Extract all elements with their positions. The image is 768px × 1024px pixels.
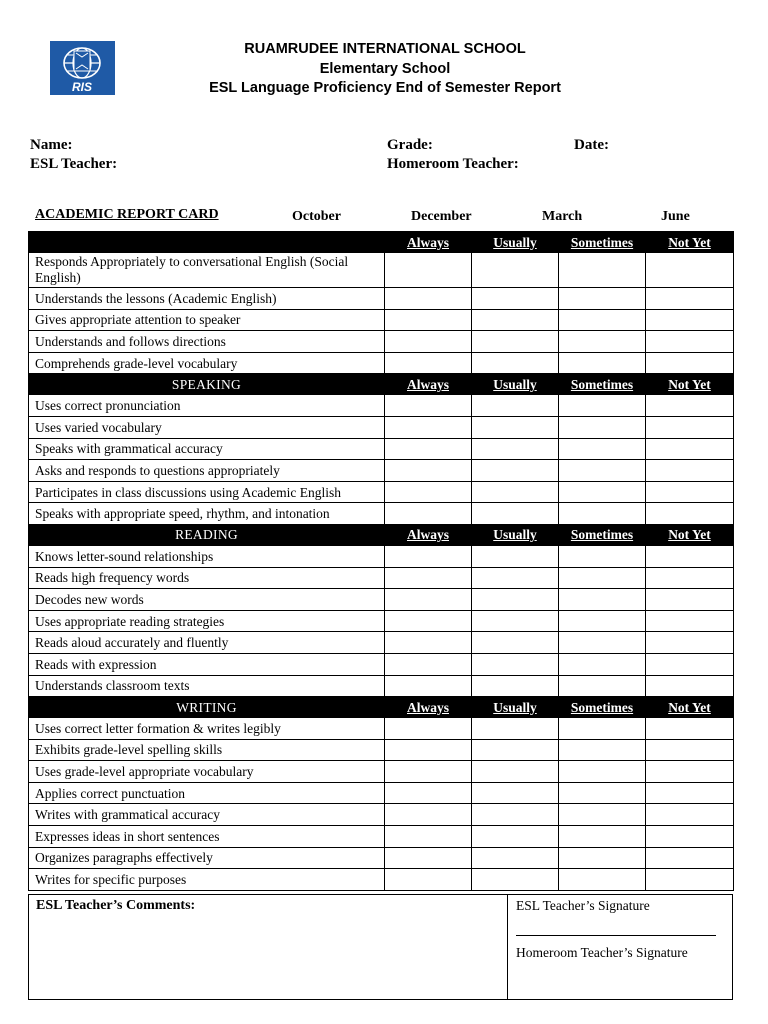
rating-cell[interactable] [559,503,646,525]
rating-cell[interactable] [559,653,646,675]
comments-signature-box [28,894,733,1000]
skill-row [29,675,734,697]
rating-cell[interactable] [385,826,472,848]
school-logo [50,41,115,95]
rating-cell[interactable] [472,416,559,438]
rating-cell[interactable] [472,253,559,288]
skill-label: Understands and follows directions [29,331,385,353]
rating-cell[interactable] [559,460,646,482]
proficiency-table [28,231,734,891]
rating-cell[interactable] [385,309,472,331]
rating-header: Not Yet [646,524,734,545]
skill-row [29,460,734,482]
rating-cell[interactable] [385,804,472,826]
rating-header: Always [385,524,472,545]
comments-area[interactable] [29,895,508,999]
rating-cell[interactable] [472,288,559,310]
rating-cell[interactable] [646,309,734,331]
skill-row [29,761,734,783]
rating-header: Usually [472,524,559,545]
rating-cell[interactable] [385,739,472,761]
rating-cell[interactable] [646,632,734,654]
rating-cell[interactable] [385,503,472,525]
skill-label: Reads with expression [29,653,385,675]
rating-header: Sometimes [559,524,646,545]
rating-cell[interactable] [559,589,646,611]
skill-label: Uses appropriate reading strategies [29,610,385,632]
skill-label: Applies correct punctuation [29,782,385,804]
rating-cell[interactable] [472,869,559,891]
rating-cell[interactable] [559,352,646,374]
rating-cell[interactable] [472,847,559,869]
skill-row [29,739,734,761]
rating-cell[interactable] [472,675,559,697]
month-june: June [661,209,690,224]
rating-cell[interactable] [559,416,646,438]
rating-cell[interactable] [646,545,734,567]
rating-cell[interactable] [559,253,646,288]
section-title: SPEAKING [29,374,385,395]
section-title: WRITING [29,697,385,718]
skill-row [29,718,734,740]
rating-cell[interactable] [472,481,559,503]
rating-cell[interactable] [646,782,734,804]
division-name: Elementary School [319,60,451,77]
skill-label: Comprehends grade-level vocabulary [29,352,385,374]
date-label: Date: [574,137,609,153]
rating-cell[interactable] [472,331,559,353]
rating-cell[interactable] [646,395,734,417]
comments-label: ESL Teacher’s Comments: [36,898,196,913]
rating-header: Not Yet [646,374,734,395]
rating-cell[interactable] [385,610,472,632]
rating-cell[interactable] [646,503,734,525]
skill-label: Gives appropriate attention to speaker [29,309,385,331]
rating-cell[interactable] [472,739,559,761]
rating-cell[interactable] [385,761,472,783]
month-march: March [542,209,583,224]
rating-header: Not Yet [646,697,734,718]
school-logo-icon [50,41,115,95]
skill-label: Decodes new words [29,589,385,611]
rating-cell[interactable] [385,481,472,503]
rating-cell[interactable] [385,253,472,288]
rating-cell[interactable] [646,352,734,374]
signature-line [516,935,716,936]
skill-row [29,352,734,374]
skill-row [29,438,734,460]
rating-cell[interactable] [559,331,646,353]
rating-cell[interactable] [472,438,559,460]
esl-teacher-label: ESL Teacher: [30,156,118,172]
rating-cell[interactable] [472,826,559,848]
skill-label: Exhibits grade-level spelling skills [29,739,385,761]
rating-cell[interactable] [472,352,559,374]
rating-cell[interactable] [646,253,734,288]
skill-label: Participates in class discussions using Academic English [29,481,385,503]
rating-cell[interactable] [559,718,646,740]
report-title: ESL Language Proficiency End of Semester Report [209,80,561,96]
rating-cell[interactable] [472,589,559,611]
section-header-row [29,232,734,253]
rating-cell[interactable] [559,804,646,826]
rating-cell[interactable] [385,567,472,589]
rating-cell[interactable] [646,675,734,697]
rating-cell[interactable] [646,288,734,310]
section-title: READING [29,524,385,545]
skill-row [29,869,734,891]
skill-row [29,610,734,632]
rating-cell[interactable] [559,610,646,632]
rating-cell[interactable] [646,416,734,438]
rating-cell[interactable] [646,804,734,826]
rating-cell[interactable] [559,309,646,331]
rating-cell[interactable] [472,503,559,525]
rating-cell[interactable] [559,545,646,567]
rating-cell[interactable] [472,804,559,826]
rating-header: Usually [472,697,559,718]
skill-row [29,309,734,331]
rating-cell[interactable] [385,589,472,611]
skill-row [29,416,734,438]
skill-label: Asks and responds to questions appropriately [29,460,385,482]
skill-label: Uses varied vocabulary [29,416,385,438]
rating-cell[interactable] [646,438,734,460]
skill-label: Writes with grammatical accuracy [29,804,385,826]
svg-text:RIS: RIS [71,80,93,94]
rating-cell[interactable] [385,782,472,804]
rating-cell[interactable] [646,718,734,740]
skill-label: Knows letter-sound relationships [29,545,385,567]
skill-row [29,632,734,654]
skill-row [29,782,734,804]
rating-header: Sometimes [559,232,646,253]
rating-cell[interactable] [385,395,472,417]
rating-cell[interactable] [385,847,472,869]
rating-cell[interactable] [646,460,734,482]
skill-row [29,567,734,589]
skill-row [29,481,734,503]
rating-cell[interactable] [646,589,734,611]
rating-cell[interactable] [385,331,472,353]
rating-cell[interactable] [559,847,646,869]
rating-cell[interactable] [472,653,559,675]
rating-cell[interactable] [559,761,646,783]
rating-cell[interactable] [385,545,472,567]
skill-label: Responds Appropriately to conversational English (Social English) [29,253,385,288]
skill-label: Organizes paragraphs effectively [29,847,385,869]
rating-cell[interactable] [472,761,559,783]
skill-row [29,826,734,848]
section-header-row [29,697,734,718]
section-title [29,232,385,253]
rating-header: Sometimes [559,374,646,395]
skill-label: Understands classroom texts [29,675,385,697]
rating-cell[interactable] [646,481,734,503]
rating-cell[interactable] [559,567,646,589]
rating-cell[interactable] [472,567,559,589]
homeroom-teacher-label: Homeroom Teacher: [387,156,519,172]
rating-cell[interactable] [559,438,646,460]
rating-cell[interactable] [385,718,472,740]
skill-row [29,331,734,353]
rating-cell[interactable] [559,782,646,804]
rating-cell[interactable] [472,309,559,331]
homeroom-signature-label: Homeroom Teacher’s Signature [516,945,688,960]
skill-row [29,288,734,310]
rating-cell[interactable] [559,869,646,891]
skill-row [29,653,734,675]
rating-cell[interactable] [385,460,472,482]
name-label: Name: [30,137,73,153]
rating-cell[interactable] [385,675,472,697]
skill-row [29,395,734,417]
rating-cell[interactable] [472,782,559,804]
rating-cell[interactable] [385,288,472,310]
rating-cell[interactable] [472,718,559,740]
rating-header: Usually [472,374,559,395]
rating-header: Always [385,232,472,253]
rating-cell[interactable] [472,395,559,417]
rating-cell[interactable] [472,460,559,482]
rating-header: Usually [472,232,559,253]
academic-report-card-title: ACADEMIC REPORT CARD [35,207,219,222]
section-header-row [29,374,734,395]
section-header-row [29,524,734,545]
skill-row [29,847,734,869]
rating-cell[interactable] [559,826,646,848]
rating-header: Always [385,697,472,718]
rating-cell[interactable] [646,739,734,761]
rating-header: Sometimes [559,697,646,718]
skill-label: Uses correct pronunciation [29,395,385,417]
rating-cell[interactable] [646,610,734,632]
rating-cell[interactable] [646,331,734,353]
rating-cell[interactable] [385,438,472,460]
rating-cell[interactable] [472,545,559,567]
rating-cell[interactable] [472,632,559,654]
rating-cell[interactable] [559,395,646,417]
skill-row [29,545,734,567]
rating-header: Always [385,374,472,395]
skill-row [29,253,734,288]
esl-signature-label: ESL Teacher’s Signature [516,898,650,913]
school-name: RUAMRUDEE INTERNATIONAL SCHOOL [244,41,526,57]
rating-cell[interactable] [472,610,559,632]
document-header [150,40,620,99]
rating-cell[interactable] [559,632,646,654]
month-october: October [292,209,341,224]
rating-cell[interactable] [385,416,472,438]
skill-label: Understands the lessons (Academic English) [29,288,385,310]
skill-label: Writes for specific purposes [29,869,385,891]
skill-row [29,503,734,525]
grade-label: Grade: [387,137,433,153]
rating-cell[interactable] [385,869,472,891]
month-december: December [411,209,472,224]
rating-cell[interactable] [559,675,646,697]
rating-cell[interactable] [646,761,734,783]
rating-header: Not Yet [646,232,734,253]
rating-cell[interactable] [646,826,734,848]
rating-cell[interactable] [646,567,734,589]
skill-label: Speaks with appropriate speed, rhythm, and intonation [29,503,385,525]
skill-label: Expresses ideas in short sentences [29,826,385,848]
rating-cell[interactable] [646,869,734,891]
rating-cell[interactable] [559,739,646,761]
skill-row [29,804,734,826]
rating-cell[interactable] [646,653,734,675]
skill-label: Speaks with grammatical accuracy [29,438,385,460]
rating-cell[interactable] [385,352,472,374]
rating-cell[interactable] [385,653,472,675]
rating-cell[interactable] [559,288,646,310]
skill-label: Uses correct letter formation & writes legibly [29,718,385,740]
rating-cell[interactable] [646,847,734,869]
rating-cell[interactable] [385,632,472,654]
skill-label: Uses grade-level appropriate vocabulary [29,761,385,783]
skill-label: Reads high frequency words [29,567,385,589]
skill-row [29,589,734,611]
skill-label: Reads aloud accurately and fluently [29,632,385,654]
rating-cell[interactable] [559,481,646,503]
